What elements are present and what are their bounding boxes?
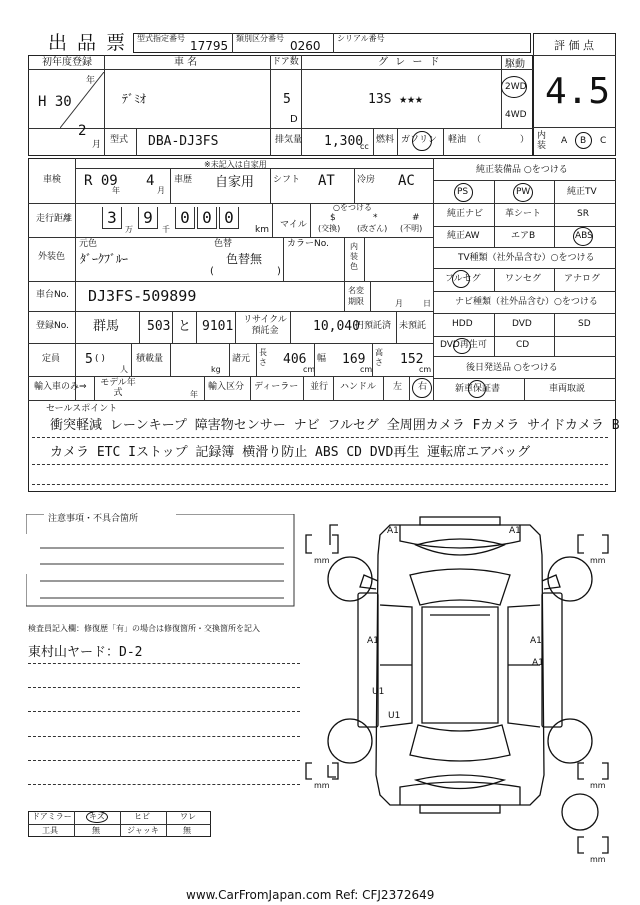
model-number-label: 型式指定番号 xyxy=(137,34,185,43)
history-value: 自家用 xyxy=(215,175,255,190)
import-option-parallel: 並行 xyxy=(310,382,329,392)
page-title: 出 品 票 xyxy=(48,32,128,54)
interior-label: 内装 xyxy=(537,131,547,151)
navi-hdd: HDD xyxy=(452,319,473,329)
color-no-label: カラーNo. xyxy=(287,239,329,249)
mile-label: マイル xyxy=(280,220,307,230)
grade-value: 13S ★★★ xyxy=(368,92,423,107)
handle-option-right: 右 xyxy=(418,382,428,392)
shift-value: AT xyxy=(318,173,335,189)
drive-selected-circle xyxy=(501,76,527,98)
capacity-paren: ( ) xyxy=(95,354,105,364)
sales-label: セールスポイント xyxy=(46,404,118,414)
jack-value: 無 xyxy=(183,826,191,835)
equipment-navi: 純正ナビ xyxy=(447,209,484,219)
mileage-mark-tamper-label: (改ざん) xyxy=(357,224,388,233)
mirror-header-break: ワレ xyxy=(180,812,196,821)
equipment-tv: 純正TV xyxy=(567,187,597,197)
sales-line-1: 衝突軽減 レーンキープ 障害物センサー ナビ フルセグ 全周囲カメラ Fカメラ サイドカメラ B xyxy=(50,418,620,433)
damage-mark-front-left: A1 xyxy=(387,526,399,536)
drive-option-4wd: 4WD xyxy=(505,110,527,120)
displacement-unit: cc xyxy=(360,142,369,151)
height-unit: cm xyxy=(419,365,432,374)
handle-option-left: 左 xyxy=(393,382,403,392)
mileage-mark-unknown-label: (不明) xyxy=(400,224,423,233)
tv-header: TV種類（社外品含む）○をつける xyxy=(458,253,595,263)
sales-line-2: カメラ ETC Iストップ 記録簿 横滑り防止 ABS CD DVD再生 運転席エアバッグ xyxy=(50,445,531,460)
inspection-label: 車検 xyxy=(43,175,62,185)
shift-label: シフト xyxy=(273,175,301,185)
model-type-value: DBA-DJ3FS xyxy=(148,134,219,149)
docs-manual: 車両取説 xyxy=(549,384,586,394)
mm-spare: mm xyxy=(590,855,606,864)
tv-option-oneseg: ワンセグ xyxy=(505,274,542,284)
capacity-value: 5 xyxy=(85,352,93,367)
inspection-month: 4 xyxy=(146,173,155,189)
equipment-leather: 革シート xyxy=(505,209,542,219)
first-reg-month-unit: 月 xyxy=(92,140,102,150)
first-reg-month: 2 xyxy=(78,123,87,139)
chassis-value: DJ3FS-509899 xyxy=(88,287,197,305)
drive-option-2wd: 2WD xyxy=(505,82,527,92)
equipment-abs: ABS xyxy=(575,231,593,241)
docs-selected-circle xyxy=(468,380,486,398)
inspector-value: 東村山ヤード：D-2 xyxy=(28,645,143,660)
width-unit: cm xyxy=(360,365,373,374)
mileage-man-unit: 万 xyxy=(125,225,133,234)
equipment-ps: PS xyxy=(457,187,469,197)
ac-label: 冷房 xyxy=(357,175,376,185)
tv-option-analog: アナログ xyxy=(564,274,601,284)
first-reg-year-unit: 年 xyxy=(86,76,96,86)
damage-mark-left-door: A1 xyxy=(367,636,379,646)
damage-mark-front-right: A1 xyxy=(509,526,521,536)
registration-pref: 群馬 xyxy=(93,319,120,334)
damage-mark-left-rear: U1 xyxy=(388,711,401,721)
mileage-mark-tamper-symbol: * xyxy=(373,213,378,223)
color-repaint-value: 色替無 xyxy=(226,252,263,266)
equipment-abs-circle xyxy=(573,227,593,246)
mileage-mark-exchange-label: (交換) xyxy=(318,224,341,233)
inspector-label: 検査員記入欄：修復歴「有」の場合は修復箇所・交換箇所を記入 xyxy=(28,624,260,633)
recycle-value: 10,040 xyxy=(313,319,360,334)
grade-label: グ レ ー ド xyxy=(378,57,442,68)
car-name-label: 車 名 xyxy=(174,57,198,68)
color-paren-open: ( xyxy=(210,266,214,277)
fuel-paren-close: ） xyxy=(520,135,530,145)
mileage-label: 走行距離 xyxy=(36,214,73,224)
import-label: 輸入車のみ⇒ xyxy=(34,382,87,392)
score-label: 評 価 点 xyxy=(554,39,594,52)
recycle-unit: 円預託済 xyxy=(355,321,392,331)
expiry-label: 名変期限 xyxy=(348,286,364,306)
mirror-header-mirror: ドアミラー xyxy=(32,812,72,821)
doors-label: ドア数 xyxy=(272,57,299,67)
fuel-option-gasoline: ガソリン xyxy=(401,135,438,145)
height-value: 152 xyxy=(400,352,424,367)
mm-front-right: mm xyxy=(590,556,606,565)
dims-label: 諸元 xyxy=(232,354,251,364)
damage-mark-right-rear: A1 xyxy=(532,658,544,668)
displacement-value: 1,300 xyxy=(324,134,364,149)
doors-value: 5 xyxy=(283,92,291,107)
footer-reference: www.CarFromJapan.com Ref: CFJ2372649 xyxy=(186,888,435,902)
model-year-unit: 年 xyxy=(190,390,198,399)
mm-rear-right: mm xyxy=(590,781,606,790)
score-value: 4.5 xyxy=(545,71,611,112)
fuel-selected-circle xyxy=(412,131,432,151)
capacity-unit: 人 xyxy=(120,365,128,374)
interior-option-c: C xyxy=(600,136,607,146)
interior-color-label: 内装色 xyxy=(350,242,358,271)
handle-label: ハンドル xyxy=(340,382,377,392)
color-label: 外装色 xyxy=(38,252,66,262)
tv-selected-circle xyxy=(452,270,470,288)
equipment-airbag: エアB xyxy=(511,231,536,241)
equipment-ps-circle xyxy=(454,183,473,202)
notes-label: 注意事項・不具合箇所 xyxy=(48,514,139,524)
docs-header: 後日発送品 ○をつける xyxy=(466,363,558,373)
fuel-option-diesel: 軽油 xyxy=(448,135,467,145)
jack-label: ジャッキ xyxy=(127,826,159,835)
mileage-mark-unknown-symbol: # xyxy=(412,213,420,223)
length-value: 406 xyxy=(283,352,307,367)
mileage-marks-header: ○をつける xyxy=(333,203,372,212)
damage-mark-left-quarter: U1 xyxy=(372,687,385,697)
equipment-aw: 純正AW xyxy=(447,231,480,241)
mirror-header-scratch: キズ xyxy=(89,812,105,821)
color-paren-close: ) xyxy=(277,266,281,277)
length-unit: cm xyxy=(303,365,316,374)
history-note: ※未記入は自家用 xyxy=(204,160,267,169)
equipment-pw: PW xyxy=(516,187,531,197)
color-original-label: 元色 xyxy=(79,239,98,249)
car-name-value: ﾃﾞﾐｵ xyxy=(122,92,147,106)
inspection-year-unit: 年 xyxy=(112,186,120,195)
mileage-digit-5: 0 xyxy=(219,207,239,229)
color-repaint-label: 色替 xyxy=(214,239,233,249)
handle-selected-circle xyxy=(412,378,432,398)
interior-option-a: A xyxy=(561,136,568,146)
first-reg-era: H 30 xyxy=(38,94,72,110)
category-value: 0260 xyxy=(290,39,321,53)
displacement-label: 排気量 xyxy=(275,135,303,145)
color-original-value: ﾀﾞｰｸﾌﾞﾙｰ xyxy=(80,252,129,266)
mileage-mark-exchange-symbol: $ xyxy=(330,213,336,223)
mirror-header-crack: ヒビ xyxy=(134,812,150,821)
height-label: 高さ xyxy=(375,348,383,367)
length-label: 長さ xyxy=(259,348,267,367)
docs-warranty: 新車保証書 xyxy=(455,384,501,394)
mirror-scratch-circle xyxy=(86,811,108,823)
recycle-label: リサイクル預託金 xyxy=(243,315,287,336)
history-label: 車歴 xyxy=(174,175,193,185)
width-label: 幅 xyxy=(317,354,327,364)
mileage-sen-unit: 千 xyxy=(162,225,170,234)
import-option-dealer: ディーラー xyxy=(254,382,299,392)
first-reg-label: 初年度登録 xyxy=(42,57,92,68)
navi-dvd: DVD xyxy=(512,319,532,329)
navi-cd: CD xyxy=(516,340,530,350)
import-class-label: 輸入区分 xyxy=(208,382,245,392)
inspection-month-unit: 月 xyxy=(157,186,165,195)
fuel-label: 燃料 xyxy=(376,135,395,145)
navi-header: ナビ種類（社外品含む）○をつける xyxy=(455,297,598,307)
serial-label: シリアル番号 xyxy=(337,34,385,43)
interior-selected-circle xyxy=(575,132,592,149)
equipment-pw-circle xyxy=(513,183,533,202)
category-label: 類別区分番号 xyxy=(236,34,284,43)
model-type-label: 型式 xyxy=(110,135,129,145)
interior-option-b: B xyxy=(580,136,587,146)
mileage-digit-3: 0 xyxy=(175,207,195,229)
doors-type: D xyxy=(290,114,298,125)
expiry-month-unit: 月 xyxy=(395,299,403,308)
navi-sd: SD xyxy=(578,319,591,329)
model-number-value: 17795 xyxy=(190,39,229,53)
inspection-value: R 09 xyxy=(84,173,118,189)
tv-option-fullseg: フルセグ xyxy=(445,274,481,284)
notes-box xyxy=(26,514,296,608)
navi-dvd-play: DVD再生可 xyxy=(440,340,487,350)
drive-label: 駆動 xyxy=(505,59,525,70)
mm-front-left: mm xyxy=(314,556,330,565)
width-value: 169 xyxy=(342,352,366,367)
car-damage-diagram xyxy=(300,515,620,870)
mileage-digit-4: 0 xyxy=(197,207,217,229)
tools-value: 無 xyxy=(92,826,100,835)
mileage-digit-2: 9 xyxy=(138,207,158,229)
capacity-label: 定員 xyxy=(42,354,61,364)
chassis-label: 車台No. xyxy=(36,290,69,300)
load-label: 積載量 xyxy=(136,354,164,364)
mm-rear-left: mm xyxy=(314,781,330,790)
mileage-digit-1: 3 xyxy=(102,207,122,229)
ac-value: AC xyxy=(398,173,415,189)
model-year-label: モデル年式 xyxy=(100,378,136,398)
registration-serial: 9101 xyxy=(202,319,234,334)
fuel-paren-open: （ xyxy=(472,135,482,145)
registration-num: 503 xyxy=(147,319,171,334)
mileage-unit: km xyxy=(255,225,269,235)
registration-label: 登録No. xyxy=(36,321,69,331)
equipment-sr: SR xyxy=(577,209,589,219)
navi-dvd-play-circle xyxy=(453,338,471,354)
load-unit: kg xyxy=(211,365,221,374)
recycle-unpaid: 未預託 xyxy=(399,321,427,331)
tools-label: 工具 xyxy=(42,826,58,835)
equipment-header: 純正装備品 ○をつける xyxy=(476,165,568,175)
damage-mark-right-door: A1 xyxy=(530,636,542,646)
expiry-day-unit: 日 xyxy=(423,299,431,308)
registration-kana: と xyxy=(178,319,192,334)
